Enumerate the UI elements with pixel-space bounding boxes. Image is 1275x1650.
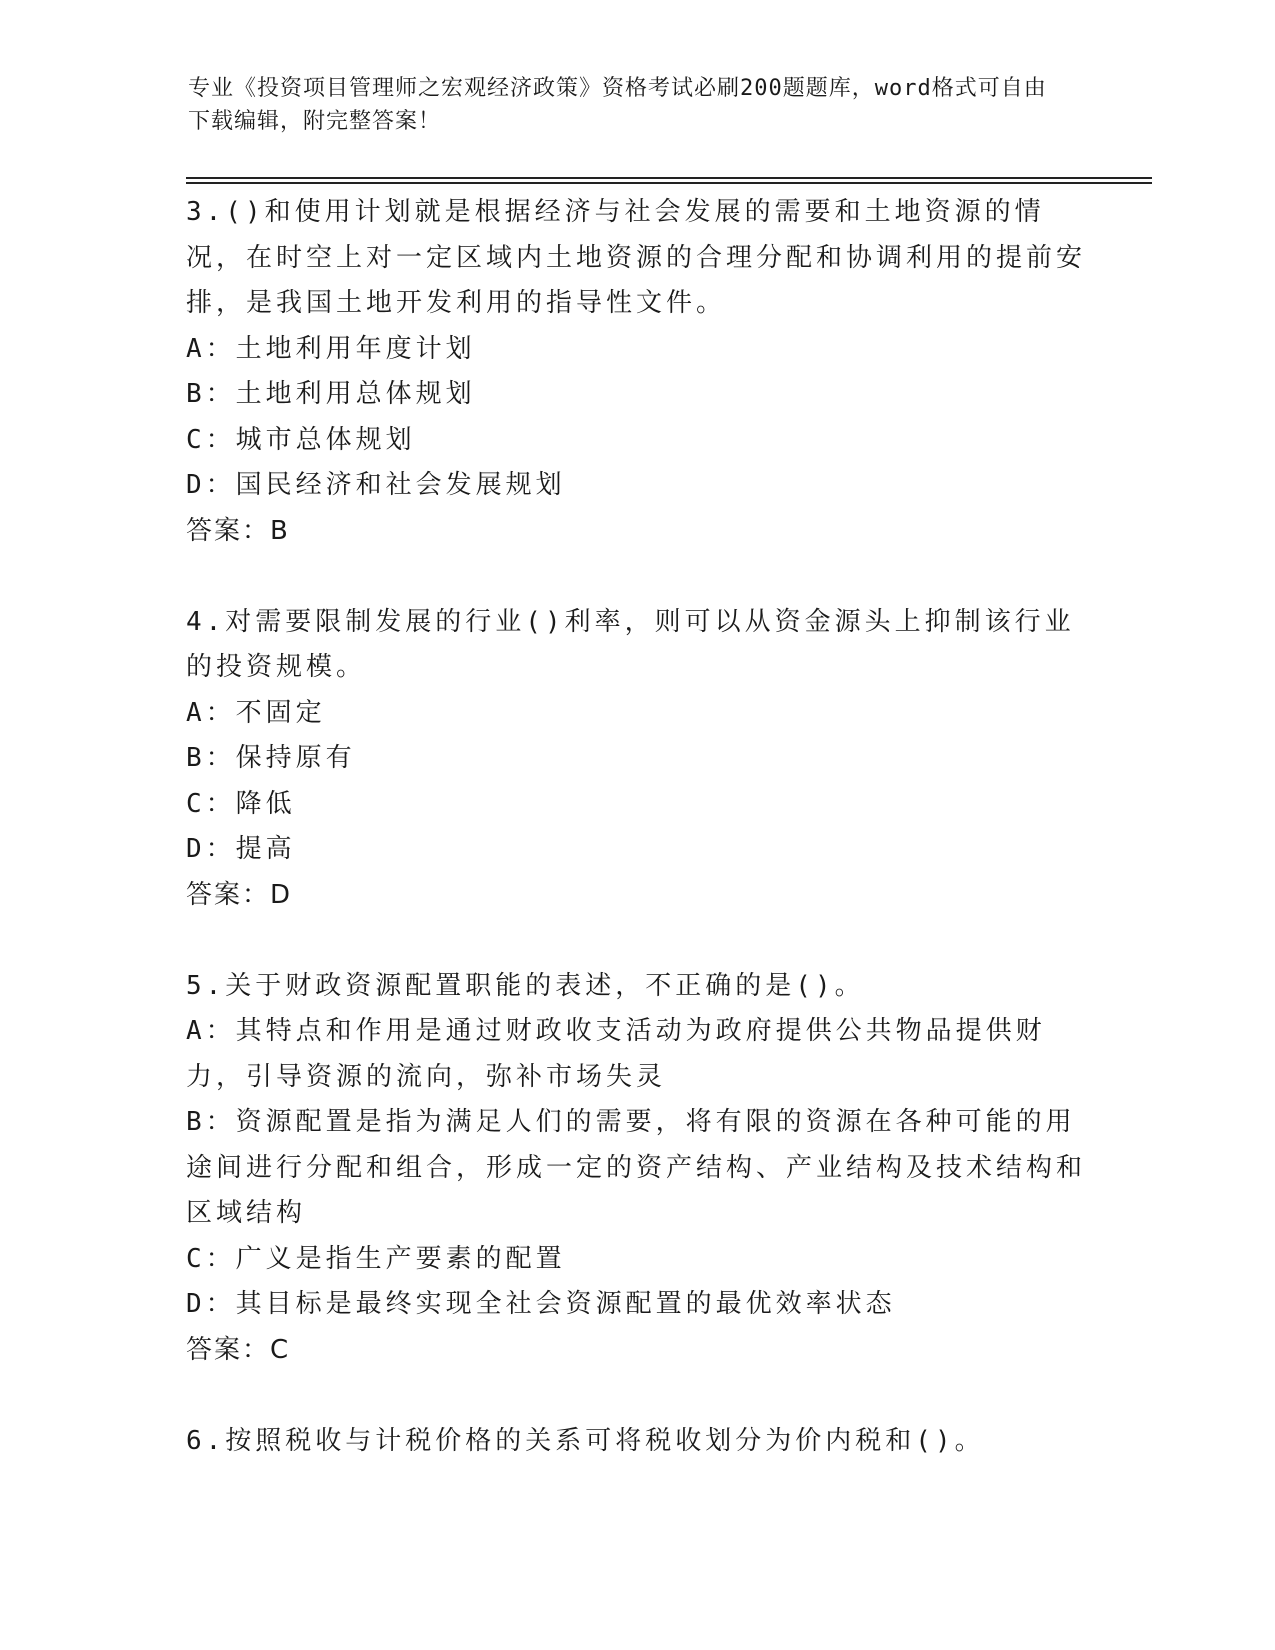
option-d bbox=[186, 1282, 1086, 1328]
option-key: A： bbox=[186, 333, 236, 364]
option-text: 城市总体规划 bbox=[235, 424, 416, 455]
option-key: C： bbox=[186, 1243, 236, 1274]
option-key: B： bbox=[186, 743, 236, 773]
option-key: C： bbox=[186, 424, 236, 455]
option-key: B： bbox=[186, 379, 236, 409]
option-key: B： bbox=[186, 1107, 236, 1137]
option-text: 保持原有 bbox=[235, 743, 356, 773]
option-text: 广义是指生产要素的配置 bbox=[235, 1243, 566, 1274]
option-text: 提高 bbox=[235, 834, 296, 864]
answer: 答案：D bbox=[186, 879, 293, 910]
option-a bbox=[186, 327, 1086, 373]
option-c bbox=[186, 1237, 1086, 1283]
option-text: 其特点和作用是通过财政收支活动为政府提供公共物品提供财力，引导资源的流向，弥补市场失灵 bbox=[186, 1016, 1046, 1092]
option-key: A： bbox=[186, 1016, 236, 1046]
answer: 答案：B bbox=[186, 515, 290, 546]
question-list bbox=[186, 190, 1086, 1464]
question-5 bbox=[186, 964, 1086, 1374]
option-a bbox=[186, 1009, 1086, 1100]
option-text: 其目标是最终实现全社会资源配置的最优效率状态 bbox=[235, 1289, 896, 1319]
option-key: D： bbox=[186, 470, 236, 500]
option-a bbox=[186, 691, 1086, 737]
header-rule-top bbox=[186, 177, 1152, 179]
document-header: 专业《投资项目管理师之宏观经济政策》资格考试必刷200题题库，word格式可自由下载编辑，附完整答案！ bbox=[188, 76, 1047, 134]
option-c bbox=[186, 418, 1086, 464]
option-text: 土地利用总体规划 bbox=[235, 379, 476, 409]
option-text: 土地利用年度计划 bbox=[235, 333, 476, 364]
option-key: D： bbox=[186, 1289, 236, 1319]
question-text: 5.关于财政资源配置职能的表述，不正确的是()。 bbox=[186, 970, 865, 1001]
option-key: A： bbox=[186, 697, 236, 728]
option-d bbox=[186, 463, 1086, 509]
header-rule-bottom bbox=[186, 182, 1152, 184]
option-text: 不固定 bbox=[235, 697, 326, 728]
option-text: 国民经济和社会发展规划 bbox=[235, 470, 566, 500]
question-3 bbox=[186, 190, 1086, 554]
option-key: D： bbox=[186, 834, 236, 864]
question-text: 3.()和使用计划就是根据经济与社会发展的需要和土地资源的情况，在时空上对一定区域内土地资源的合理分配和协调利用的提前安排，是我国土地开发利用的指导性文件。 bbox=[186, 197, 1087, 318]
question-text: 4.对需要限制发展的行业()利率，则可以从资金源头上抑制该行业的投资规模。 bbox=[186, 606, 1075, 682]
option-d bbox=[186, 827, 1086, 873]
question-text: 6.按照税收与计税价格的关系可将税收划分为价内税和()。 bbox=[186, 1425, 985, 1456]
answer: 答案：C bbox=[186, 1334, 291, 1365]
option-key: C： bbox=[186, 788, 236, 819]
option-text: 资源配置是指为满足人们的需要，将有限的资源在各种可能的用途间进行分配和组合，形成一定的资产结构、产业结构及技术结构和区域结构 bbox=[186, 1107, 1087, 1228]
question-6 bbox=[186, 1419, 1086, 1465]
option-b bbox=[186, 372, 1086, 418]
question-4 bbox=[186, 600, 1086, 919]
option-c bbox=[186, 782, 1086, 828]
option-text: 降低 bbox=[235, 788, 296, 819]
option-b bbox=[186, 1100, 1086, 1237]
option-b bbox=[186, 736, 1086, 782]
